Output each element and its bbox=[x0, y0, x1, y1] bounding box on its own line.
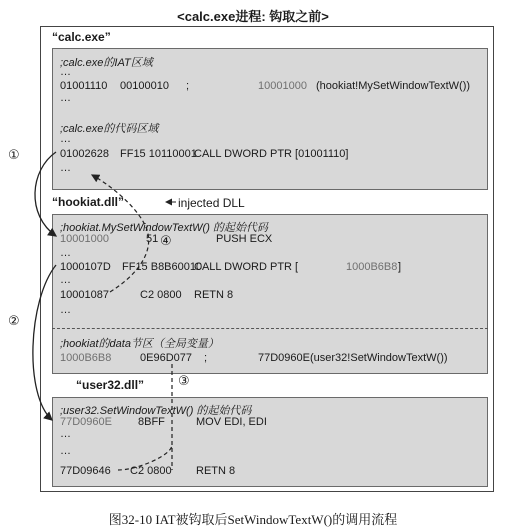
hookiat-row2-target: 1000B6B8 bbox=[346, 261, 398, 273]
calc-iat-address: 01001110 bbox=[60, 80, 108, 92]
user32-row1-bytes: 8BFF bbox=[138, 416, 165, 428]
calc-iat-comment: ;calc.exe的IAT区域 bbox=[60, 57, 153, 69]
semicolon: ; bbox=[204, 352, 208, 364]
calc-code-comment: ;calc.exe的代码区域 bbox=[60, 123, 159, 135]
user32-row1-instruction: MOV EDI, EDI bbox=[196, 416, 267, 428]
calc-iat-target: 10001000 bbox=[258, 80, 307, 92]
hookiat-row2-address: 1000107D bbox=[60, 261, 111, 273]
hookiat-row1-address: 10001000 bbox=[60, 233, 109, 245]
user32-func-comment: ;user32.SetWindowTextW() 的起始代码 bbox=[60, 405, 252, 417]
hookiat-row3-instruction: RETN 8 bbox=[194, 289, 234, 301]
ellipsis: … bbox=[60, 428, 71, 440]
ellipsis: … bbox=[60, 162, 71, 174]
calc-iat-value: 00100010 bbox=[120, 80, 169, 92]
ellipsis: … bbox=[60, 274, 71, 286]
hookiat-dll-label: “hookiat.dll” bbox=[52, 195, 124, 209]
calc-exe-label: “calc.exe” bbox=[52, 30, 111, 44]
user32-row2-bytes: C2 0800 bbox=[130, 465, 172, 477]
hookiat-row2-bytes: FF15 B8B60010 bbox=[122, 261, 203, 273]
hookiat-func-comment: ;hookiat.MySetWindowTextW() 的起始代码 bbox=[60, 222, 268, 234]
return-arrow bbox=[118, 445, 172, 470]
ellipsis: … bbox=[60, 66, 71, 78]
figure-caption: 图32-10 IAT被钩取后SetWindowTextW()的调用流程 bbox=[108, 512, 398, 527]
diagram-title: <calc.exe进程: 钩取之前> bbox=[177, 9, 329, 24]
hookiat-data-value: 0E96D077 bbox=[140, 352, 192, 364]
step2-arrow bbox=[33, 265, 56, 420]
hookiat-row1-bytes: 51 bbox=[146, 233, 159, 245]
step-3-marker: ③ bbox=[178, 373, 190, 388]
calc-code-bytes: FF15 10110001 bbox=[120, 148, 197, 160]
ellipsis: … bbox=[60, 92, 71, 104]
step-1-marker: ① bbox=[8, 147, 20, 162]
calc-code-instruction: CALL DWORD PTR [01001110] bbox=[194, 148, 349, 160]
ellipsis: … bbox=[60, 133, 71, 145]
ellipsis: … bbox=[60, 247, 71, 259]
step-4-marker: ④ bbox=[160, 233, 172, 248]
step-2-marker: ② bbox=[8, 313, 20, 328]
hookiat-row3-address: 10001087 bbox=[60, 289, 109, 301]
hookiat-row1-instruction: PUSH ECX bbox=[216, 233, 273, 245]
hookiat-data-func: (user32!SetWindowTextW()) bbox=[310, 352, 448, 364]
step4-arrow bbox=[92, 175, 149, 292]
semicolon: ; bbox=[186, 80, 190, 92]
hookiat-row2-instruction: CALL DWORD PTR [ bbox=[194, 261, 299, 273]
user32-row2-instruction: RETN 8 bbox=[196, 465, 236, 477]
hookiat-data-address: 1000B6B8 bbox=[60, 352, 112, 364]
step1-arrow bbox=[35, 152, 56, 236]
user32-row2-address: 77D09646 bbox=[60, 465, 111, 477]
user32-dll-label: “user32.dll” bbox=[76, 378, 145, 392]
injected-dll-note: injected DLL bbox=[178, 196, 245, 210]
bracket: ] bbox=[398, 261, 402, 273]
hookiat-data-comment: ;hookiat的data节区（全局变量） bbox=[60, 338, 219, 350]
ellipsis: … bbox=[60, 445, 71, 457]
hookiat-data-target: 77D0960E bbox=[258, 352, 310, 364]
calc-code-address: 01002628 bbox=[60, 148, 109, 160]
calc-iat-func: (hookiat!MySetWindowTextW()) bbox=[316, 80, 471, 92]
hookiat-row3-bytes: C2 0800 bbox=[140, 289, 182, 301]
user32-row1-address: 77D0960E bbox=[60, 416, 112, 428]
ellipsis: … bbox=[60, 304, 71, 316]
